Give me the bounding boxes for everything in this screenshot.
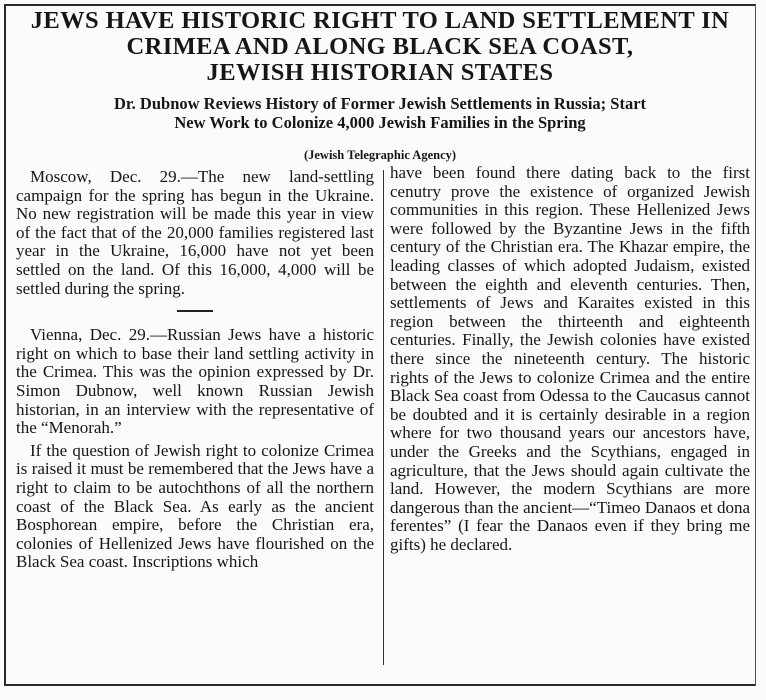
column-rule — [383, 170, 384, 665]
vienna-paragraph: Vienna, Dec. 29.—Russian Jews have a historic right on which to base their land settling activity in the Crimea. This was the opinion expressed by Dr. Simon Dubnow, well known Russian Jewish historian, in an interview with the representative of the “Menorah.” — [16, 325, 374, 438]
headline-line-2: CRIMEA AND ALONG BLACK SEA COAST, — [126, 33, 634, 60]
subheadline-line-1: Dr. Dubnow Reviews History of Former Jewish Settlements in Russia; Start — [113, 94, 647, 113]
section-divider — [177, 310, 213, 312]
moscow-paragraph: Moscow, Dec. 29.—The new land-settling campaign for the spring has begun in the Ukraine. No new registration will be made this year in view of the fact that of the 20,000 families registered last year in the Ukraine, 16,000 have not yet been settled on the land. Of this 16,000, 4,000 will be settled during the spring. — [16, 167, 374, 298]
history-paragraph: have been found there dating back to the first cenutry prove the existence of organized Jewish communities in this region. These Hellenized Jews were followed by the Byzantine Jews in the fifth century of the Christian era. The Khazar empire, the leading classes of which adopted Judaism, existed between the eighth and eleventh centuries. Then, settlements of Jews and Karaites existed in this region between the thirteenth and eighteenth centuries. Finally, the Jewish colonies have existed there since the nineteenth century. The historic rights of the Jews to colonize Crimea and the entire Black Sea coast from Odessa to the Caucasus cannot be doubted and it is certainly desirable in a region where for two thousand years our ancestors have, under the Greeks and the Scythians, engaged in agriculture, that the Jews should again cultivate the land. However, the modern Scythians are more dangerous than the ancient—“Timeo Danaos et dona ferentes” (I fear the Danaos even if they bring me gifts) he declared. — [390, 163, 750, 554]
subheadline-line-2: New Work to Colonize 4,000 Jewish Families in the Spring — [174, 113, 586, 132]
right-column — [390, 164, 750, 554]
crimea-right-paragraph: If the question of Jewish right to colonize Crimea is raised it must be remembered that the Jews have a right to claim to be autochthons of all the northern coast of the Black Sea. As early as the ancient Bosphorean empire, before the Christian era, colonies of Hellenized Jews have flourished on the Black Sea coast. Inscriptions which — [16, 440, 374, 572]
agency-credit: (Jewish Telegraphic Agency) — [303, 148, 457, 162]
left-column — [16, 168, 374, 572]
headline-line-3: JEWISH HISTORIAN STATES — [206, 59, 554, 86]
headline — [10, 8, 750, 86]
subheadline — [10, 94, 750, 132]
headline-line-1: JEWS HAVE HISTORIC RIGHT TO LAND SETTLEMENT IN — [30, 7, 730, 34]
